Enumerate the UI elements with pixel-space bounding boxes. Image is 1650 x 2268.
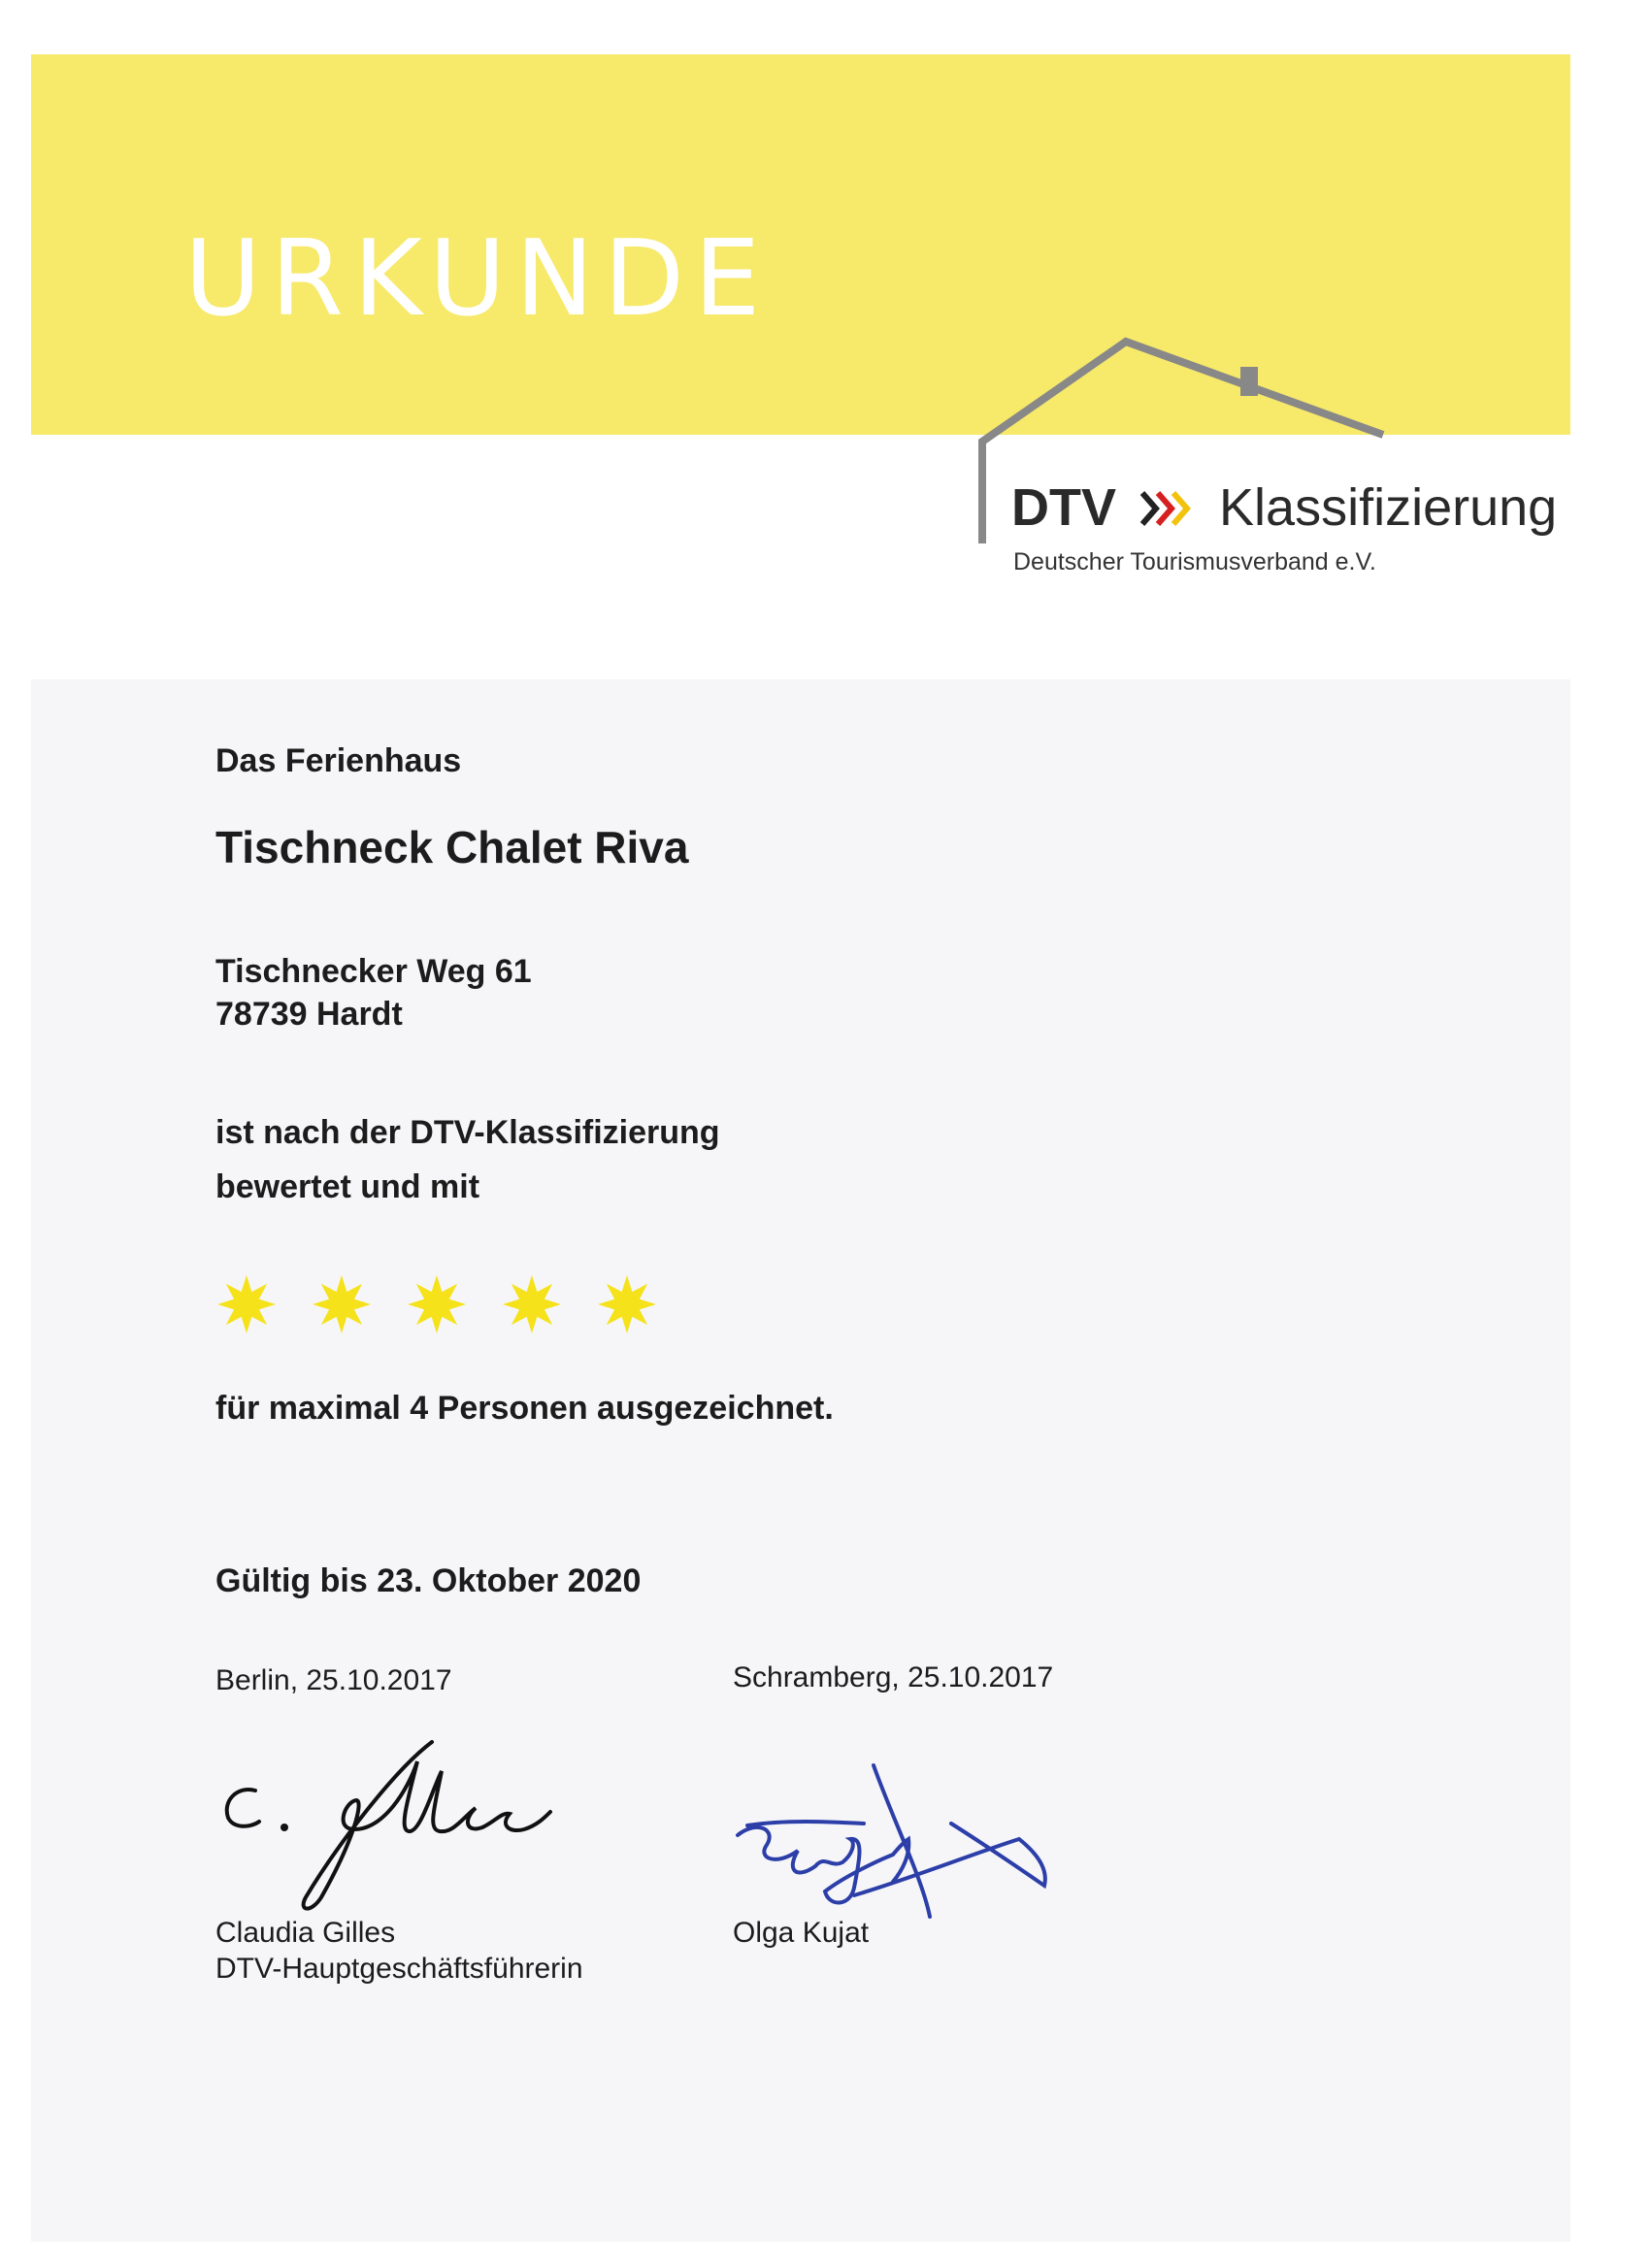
address-line-2: 78739 Hardt xyxy=(215,996,403,1033)
property-name: Tischneck Chalet Riva xyxy=(215,822,689,872)
logo-brand: DTV xyxy=(1011,478,1116,537)
left-place-date: Berlin, 25.10.2017 xyxy=(215,1664,452,1696)
signature-claudia-gilles xyxy=(209,1732,578,1917)
triple-chevron-icon xyxy=(1138,489,1197,528)
star-icon xyxy=(596,1273,658,1335)
logo-subtitle: Deutscher Tourismusverband e.V. xyxy=(1013,548,1376,575)
left-signatory-title: DTV-Hauptgeschäftsführerin xyxy=(215,1953,583,1985)
logo-name: Klassifizierung xyxy=(1219,478,1558,537)
left-signatory-name: Claudia Gilles xyxy=(215,1917,396,1949)
dtv-logo xyxy=(1011,477,1557,538)
star-icon xyxy=(501,1273,563,1335)
statement-line-1: ist nach der DTV-Klassifizierung xyxy=(215,1114,720,1151)
right-place-date: Schramberg, 25.10.2017 xyxy=(733,1661,1054,1693)
star-rating xyxy=(215,1273,658,1335)
star-icon xyxy=(406,1273,468,1335)
award-line: für maximal 4 Personen ausgezeichnet. xyxy=(215,1390,834,1427)
certificate-body xyxy=(31,679,1570,2242)
house-roof-icon xyxy=(0,0,1650,679)
star-icon xyxy=(311,1273,373,1335)
validity-text: Gültig bis 23. Oktober 2020 xyxy=(215,1562,642,1599)
right-signatory-name: Olga Kujat xyxy=(733,1917,870,1949)
address-line-1: Tischnecker Weg 61 xyxy=(215,953,532,990)
certificate-title: URKUNDE xyxy=(184,218,771,340)
star-icon xyxy=(215,1273,278,1335)
statement-line-2: bewertet und mit xyxy=(215,1168,480,1205)
intro-text: Das Ferienhaus xyxy=(215,742,462,779)
